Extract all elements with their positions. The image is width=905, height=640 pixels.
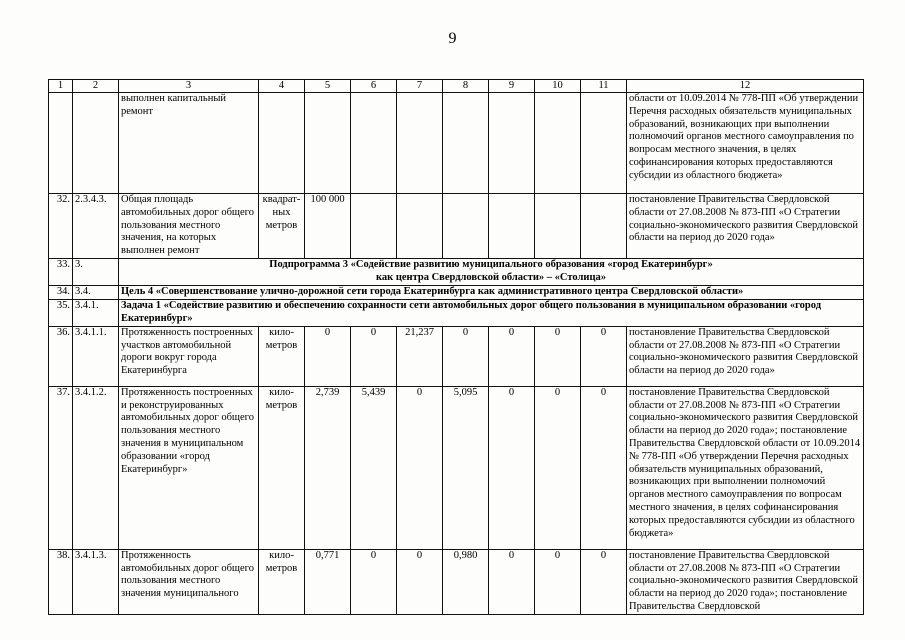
row-code: 3.4.1.2. (73, 386, 119, 549)
value-cell: 0 (351, 549, 397, 614)
value-cell: 0 (489, 549, 535, 614)
value-cell: 0 (581, 549, 627, 614)
unit: кило-метров (259, 386, 305, 549)
table-row (49, 285, 864, 299)
value-cell: 0 (489, 386, 535, 549)
col-header: 2 (73, 80, 119, 93)
legal-basis: постановление Правительства Свердловской области от 27.08.2008 № 873-ПП «О Стратегии социально-экономического развития Свердловской области на период до 2020 года»; постановление Правительства Свердловской (627, 549, 864, 614)
goal-title: Цель 4 «Совершенствование улично-дорожной сети города Екатеринбурга как административного центра Свердловской области» (119, 285, 864, 299)
value-cell: 100 000 (305, 194, 351, 259)
col-header: 1 (49, 80, 73, 93)
indicators-table (48, 79, 864, 615)
value-cell: 2,739 (305, 386, 351, 549)
value-cell: 0 (351, 326, 397, 386)
value-cell: 5,439 (351, 386, 397, 549)
col-header: 7 (397, 80, 443, 93)
unit: квадрат-ных метров (259, 194, 305, 259)
table-row (49, 326, 864, 386)
col-header: 5 (305, 80, 351, 93)
legal-basis: области от 10.09.2014 № 778-ПП «Об утверждении Перечня расходных обязательств муниципальных образований, возникающих при выполнении полномочий органов местного самоуправления по вопросам местного значения, в целях софинансирования которых предоставляются субсидии из областного бюджета» (627, 93, 864, 194)
row-code: 3.4.1.3. (73, 549, 119, 614)
col-header: 3 (119, 80, 259, 93)
row-code: 3.4. (73, 285, 119, 299)
row-number: 36. (49, 326, 73, 386)
table-row (49, 194, 864, 259)
value-cell: 0 (535, 386, 581, 549)
value-cell: 0,771 (305, 549, 351, 614)
value-cell: 0 (443, 326, 489, 386)
value-cell: 0 (397, 386, 443, 549)
row-code: 3.4.1. (73, 299, 119, 326)
subprogram-title (119, 258, 864, 285)
indicator-name: Протяженность построенных участков автомобильной дороги вокруг города Екатеринбурга (119, 326, 259, 386)
value-cell: 0 (489, 326, 535, 386)
subprogram-title-line: Подпрограмма 3 «Содействие развитию муниципального образования «город Екатеринбург» (269, 258, 713, 270)
value-cell: 0 (581, 326, 627, 386)
unit: кило-метров (259, 326, 305, 386)
col-header: 8 (443, 80, 489, 93)
value-cell: 0 (305, 326, 351, 386)
value-cell: 0 (397, 549, 443, 614)
col-header: 10 (535, 80, 581, 93)
legal-basis: постановление Правительства Свердловской области от 27.08.2008 № 873-ПП «О Стратегии социально-экономического развития Свердловской области на период до 2020 года» (627, 326, 864, 386)
table-row (49, 386, 864, 549)
page-number: 9 (448, 30, 457, 47)
table-row (49, 93, 864, 194)
row-number: 33. (49, 258, 73, 285)
indicator-name: Общая площадь автомобильных дорог общего пользования местного значения, на которых выполнен ремонт (119, 194, 259, 259)
row-number: 37. (49, 386, 73, 549)
indicator-name: Протяженность построенных и реконструированных автомобильных дорог общего пользования местного значения в муниципальном образовании «город Екатеринбург» (119, 386, 259, 549)
value-cell: 0,980 (443, 549, 489, 614)
table-row (49, 258, 864, 285)
legal-basis: постановление Правительства Свердловской области от 27.08.2008 № 873-ПП «О Стратегии социально-экономического развития Свердловской области на период до 2020 года» (627, 194, 864, 259)
col-header: 9 (489, 80, 535, 93)
indicator-name: Протяженность автомобильных дорог общего пользования местного значения муниципального (119, 549, 259, 614)
row-number: 34. (49, 285, 73, 299)
table-header-row (49, 80, 864, 93)
row-number: 38. (49, 549, 73, 614)
unit: кило-метров (259, 549, 305, 614)
value-cell: 0 (581, 386, 627, 549)
task-title: Задача 1 «Содействие развитию и обеспечению сохранности сети автомобильных дорог общего пользования в муниципальном образовании «город Екатеринбург» (119, 299, 864, 326)
legal-basis: постановление Правительства Свердловской области от 27.08.2008 № 873-ПП «О Стратегии социально-экономического развития Свердловской области на период до 2020 года»; постановление Правительства Свердловской области от 10.09.2014 № 778-ПП «Об утверждении Перечня расходных обязательств муниципальных образований, возникающих при выполнении полномочий органов местного самоуправления по вопросам местного значения, в целях софинансирования которых предоставляются субсидии из областного бюджета» (627, 386, 864, 549)
col-header: 11 (581, 80, 627, 93)
indicator-name: выполнен капитальный ремонт (119, 93, 259, 194)
value-cell: 0 (535, 549, 581, 614)
row-code: 2.3.4.3. (73, 194, 119, 259)
table-row (49, 299, 864, 326)
row-number: 35. (49, 299, 73, 326)
col-header: 6 (351, 80, 397, 93)
row-number: 32. (49, 194, 73, 259)
table-row (49, 549, 864, 614)
value-cell: 5,095 (443, 386, 489, 549)
value-cell: 21,237 (397, 326, 443, 386)
subprogram-title-line: как центра Свердловской области» – «Столица» (376, 271, 606, 283)
col-header: 4 (259, 80, 305, 93)
row-code: 3.4.1.1. (73, 326, 119, 386)
row-code: 3. (73, 258, 119, 285)
col-header: 12 (627, 80, 864, 93)
value-cell: 0 (535, 326, 581, 386)
